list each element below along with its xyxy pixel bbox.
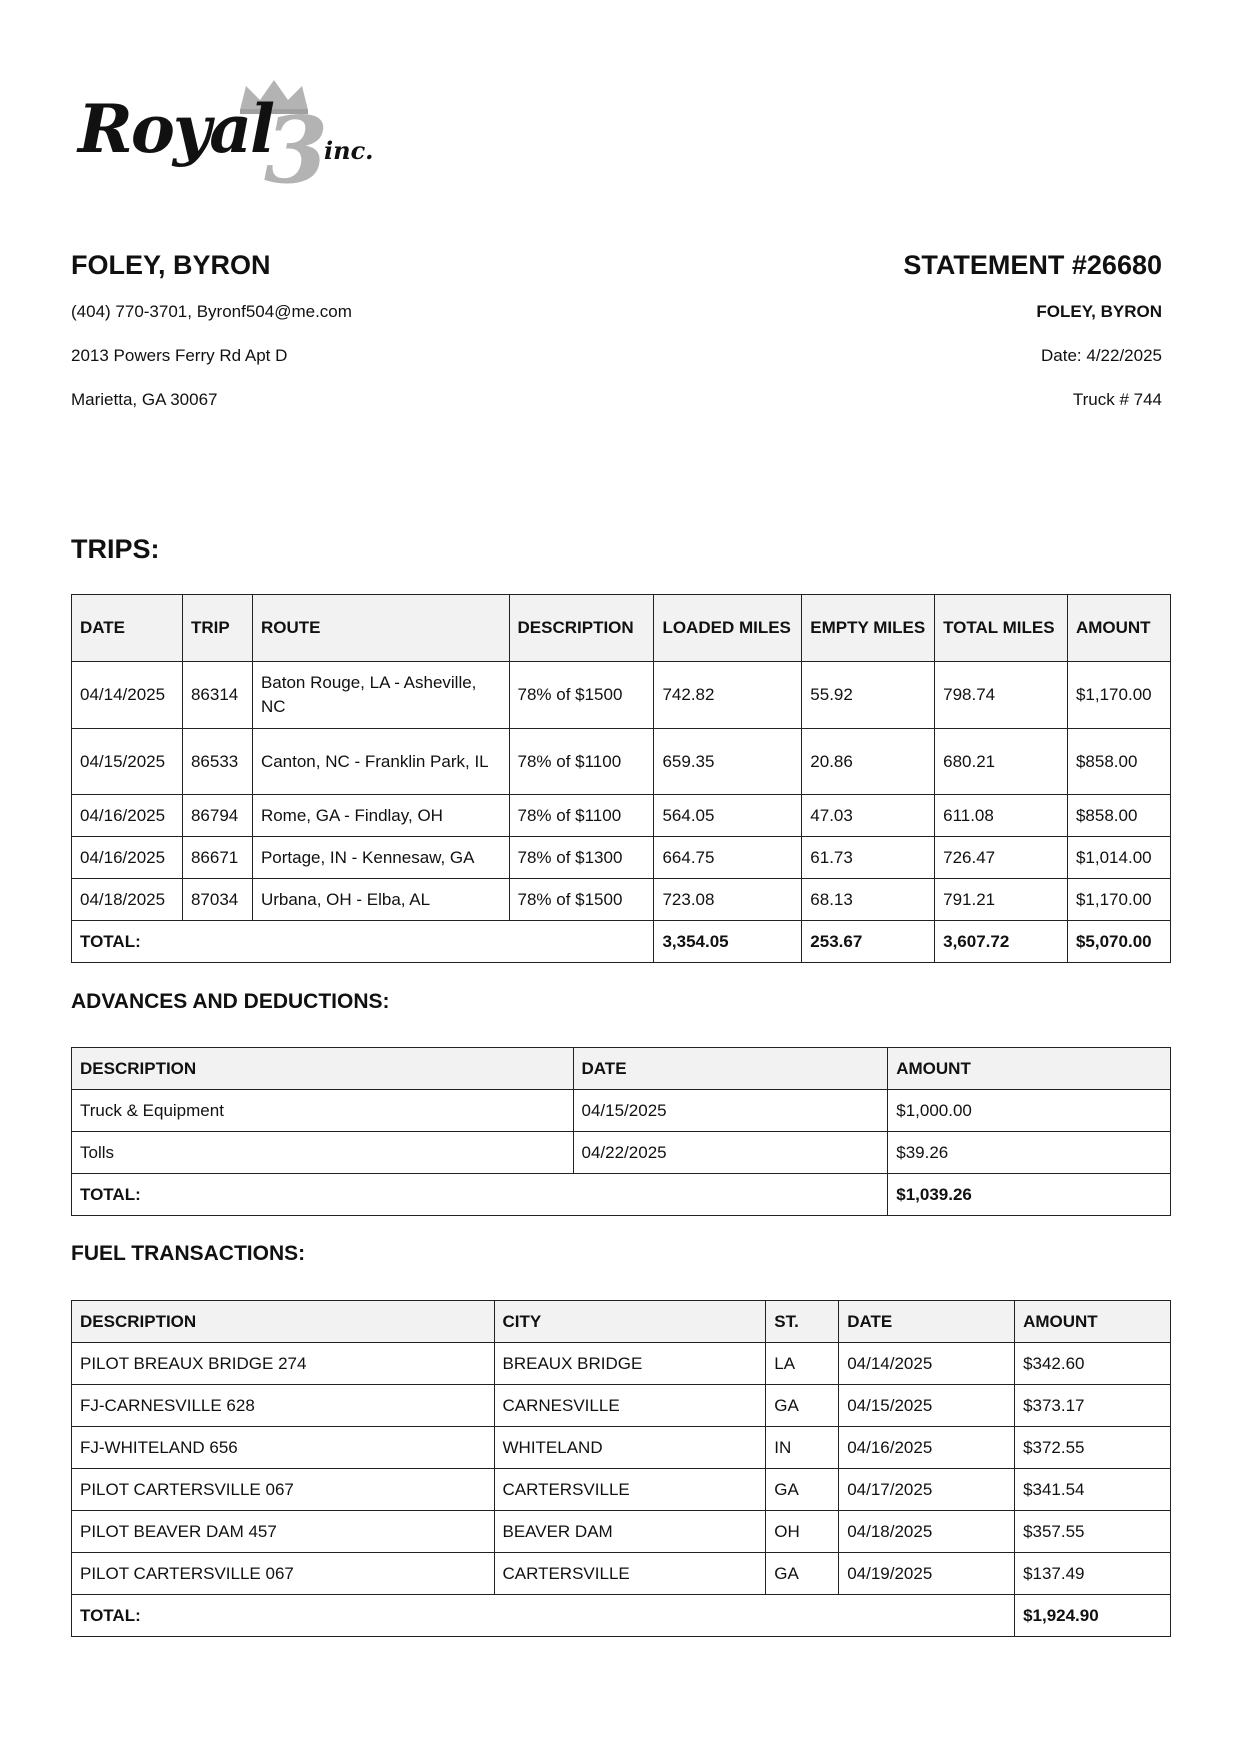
cell: Portage, IN - Kennesaw, GA (252, 837, 509, 879)
cell: GA (766, 1469, 839, 1511)
total-label: TOTAL: (72, 1174, 888, 1216)
table-row (72, 1385, 1171, 1427)
cell: FJ-CARNESVILLE 628 (72, 1385, 495, 1427)
col-header: DESCRIPTION (72, 1048, 574, 1090)
cell: $341.54 (1015, 1469, 1171, 1511)
table-row (72, 795, 1171, 837)
cell: $858.00 (1067, 729, 1170, 795)
deductions-total-row (72, 1174, 1171, 1216)
cell: Truck & Equipment (72, 1090, 574, 1132)
cell: 78% of $1300 (509, 837, 654, 879)
fuel-total-row (72, 1595, 1171, 1637)
col-header: EMPTY MILES (802, 595, 935, 662)
statement-info (903, 248, 1162, 434)
cell: 04/14/2025 (72, 662, 183, 729)
table-row (72, 1343, 1171, 1385)
total-amount: $1,039.26 (888, 1174, 1171, 1216)
cell: $357.55 (1015, 1511, 1171, 1553)
cell: FJ-WHITELAND 656 (72, 1427, 495, 1469)
cell: 726.47 (935, 837, 1068, 879)
fuel-title: FUEL TRANSACTIONS: (71, 1242, 306, 1265)
total-amount: $5,070.00 (1067, 921, 1170, 963)
col-header: TOTAL MILES (935, 595, 1068, 662)
driver-address-line1: 2013 Powers Ferry Rd Apt D (71, 346, 288, 365)
table-row (72, 879, 1171, 921)
cell: Urbana, OH - Elba, AL (252, 879, 509, 921)
total-label: TOTAL: (72, 921, 654, 963)
fuel-header-row (72, 1301, 1171, 1343)
cell: 78% of $1100 (509, 795, 654, 837)
cell: 04/18/2025 (839, 1511, 1015, 1553)
cell: $858.00 (1067, 795, 1170, 837)
cell: 87034 (182, 879, 252, 921)
table-row (72, 1469, 1171, 1511)
cell: 04/16/2025 (72, 837, 183, 879)
cell: 04/17/2025 (839, 1469, 1015, 1511)
deductions-header-row (72, 1048, 1171, 1090)
cell: $137.49 (1015, 1553, 1171, 1595)
cell: WHITELAND (494, 1427, 766, 1469)
trips-table (71, 594, 1171, 963)
cell: BREAUX BRIDGE (494, 1343, 766, 1385)
deductions-table (71, 1047, 1171, 1216)
col-header: ROUTE (252, 595, 509, 662)
cell: PILOT BREAUX BRIDGE 274 (72, 1343, 495, 1385)
table-row (72, 1553, 1171, 1595)
table-row (72, 1090, 1171, 1132)
cell: LA (766, 1343, 839, 1385)
cell: 78% of $1100 (509, 729, 654, 795)
col-header: DATE (72, 595, 183, 662)
cell: 04/16/2025 (839, 1427, 1015, 1469)
total-empty-miles: 253.67 (802, 921, 935, 963)
table-row (72, 1427, 1171, 1469)
cell: 611.08 (935, 795, 1068, 837)
cell: 723.08 (654, 879, 802, 921)
cell: PILOT CARTERSVILLE 067 (72, 1469, 495, 1511)
cell: GA (766, 1385, 839, 1427)
fuel-table (71, 1300, 1171, 1637)
table-row (72, 662, 1171, 729)
cell: 04/15/2025 (72, 729, 183, 795)
cell: 86794 (182, 795, 252, 837)
logo-suffix: inc. (324, 136, 374, 165)
cell: 47.03 (802, 795, 935, 837)
cell: $342.60 (1015, 1343, 1171, 1385)
deductions-title: ADVANCES AND DEDUCTIONS: (71, 990, 390, 1013)
trips-header-row (72, 595, 1171, 662)
cell: 20.86 (802, 729, 935, 795)
statement-date: Date: 4/22/2025 (1041, 346, 1162, 365)
logo-numeral: 3 (264, 96, 329, 204)
cell: GA (766, 1553, 839, 1595)
cell: 86533 (182, 729, 252, 795)
cell: 04/14/2025 (839, 1343, 1015, 1385)
driver-info (71, 248, 352, 434)
cell: Tolls (72, 1132, 574, 1174)
cell: Rome, GA - Findlay, OH (252, 795, 509, 837)
cell: 680.21 (935, 729, 1068, 795)
statement-name: FOLEY, BYRON (1036, 302, 1162, 321)
driver-contact: (404) 770-3701, Byronf504@me.com (71, 302, 352, 321)
total-label: TOTAL: (72, 1595, 1015, 1637)
cell: 564.05 (654, 795, 802, 837)
total-amount: $1,924.90 (1015, 1595, 1171, 1637)
cell: 04/19/2025 (839, 1553, 1015, 1595)
cell: 04/22/2025 (573, 1132, 888, 1174)
cell: $1,170.00 (1067, 879, 1170, 921)
table-row (72, 1132, 1171, 1174)
trips-total-row (72, 921, 1171, 963)
col-header: AMOUNT (888, 1048, 1171, 1090)
cell: 04/15/2025 (573, 1090, 888, 1132)
table-row (72, 837, 1171, 879)
cell: $1,170.00 (1067, 662, 1170, 729)
cell: OH (766, 1511, 839, 1553)
table-row (72, 1511, 1171, 1553)
logo-word: Royal (78, 90, 274, 168)
cell: 742.82 (654, 662, 802, 729)
table-row (72, 729, 1171, 795)
driver-name: FOLEY, BYRON (71, 250, 271, 280)
cell: $373.17 (1015, 1385, 1171, 1427)
cell: 78% of $1500 (509, 662, 654, 729)
cell: 04/16/2025 (72, 795, 183, 837)
col-header: LOADED MILES (654, 595, 802, 662)
cell: 61.73 (802, 837, 935, 879)
cell: $1,000.00 (888, 1090, 1171, 1132)
cell: PILOT CARTERSVILLE 067 (72, 1553, 495, 1595)
cell: 55.92 (802, 662, 935, 729)
col-header: CITY (494, 1301, 766, 1343)
driver-address-line2: Marietta, GA 30067 (71, 390, 218, 409)
col-header: AMOUNT (1067, 595, 1170, 662)
cell: 04/15/2025 (839, 1385, 1015, 1427)
cell: 659.35 (654, 729, 802, 795)
cell: BEAVER DAM (494, 1511, 766, 1553)
cell: Baton Rouge, LA - Asheville, NC (252, 662, 509, 729)
cell: 04/18/2025 (72, 879, 183, 921)
col-header: ST. (766, 1301, 839, 1343)
col-header: DATE (839, 1301, 1015, 1343)
cell: 86671 (182, 837, 252, 879)
cell: IN (766, 1427, 839, 1469)
cell: CARTERSVILLE (494, 1553, 766, 1595)
cell: CARTERSVILLE (494, 1469, 766, 1511)
statement-truck: Truck # 744 (1072, 390, 1162, 409)
cell: 798.74 (935, 662, 1068, 729)
col-header: TRIP (182, 595, 252, 662)
col-header: DATE (573, 1048, 888, 1090)
cell: $39.26 (888, 1132, 1171, 1174)
trips-title: TRIPS: (71, 534, 160, 564)
col-header: AMOUNT (1015, 1301, 1171, 1343)
cell: 664.75 (654, 837, 802, 879)
cell: $1,014.00 (1067, 837, 1170, 879)
cell: CARNESVILLE (494, 1385, 766, 1427)
col-header: DESCRIPTION (509, 595, 654, 662)
cell: 86314 (182, 662, 252, 729)
cell: PILOT BEAVER DAM 457 (72, 1511, 495, 1553)
company-logo (74, 76, 394, 204)
cell: 791.21 (935, 879, 1068, 921)
total-miles: 3,607.72 (935, 921, 1068, 963)
statement-title: STATEMENT #26680 (903, 250, 1162, 280)
col-header: DESCRIPTION (72, 1301, 495, 1343)
total-loaded-miles: 3,354.05 (654, 921, 802, 963)
cell: 68.13 (802, 879, 935, 921)
cell: Canton, NC - Franklin Park, IL (252, 729, 509, 795)
cell: $372.55 (1015, 1427, 1171, 1469)
cell: 78% of $1500 (509, 879, 654, 921)
